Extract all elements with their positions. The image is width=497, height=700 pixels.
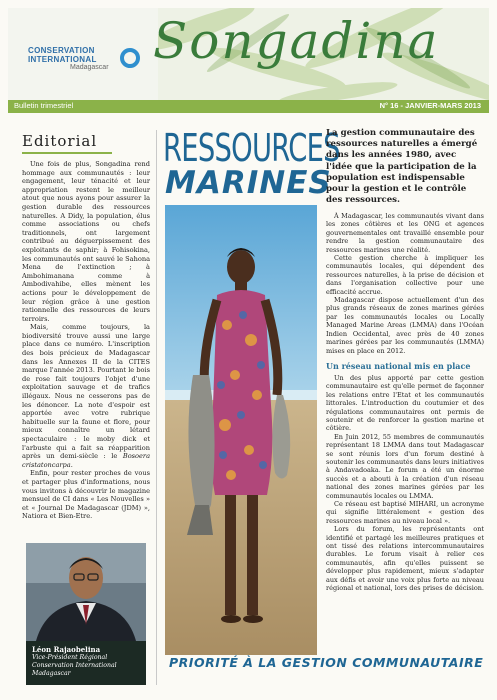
feature-heading-line1: RESSOURCES [163, 126, 340, 170]
feature-paragraph: Ce réseau est baptisé MIHARI, un acronyme qui signifie littéralement « gestion des ressources marines au niveau local ». [326, 500, 484, 525]
footer-banner: PRIORITÉ À LA GESTION COMMUNAUTAIRE [169, 655, 484, 670]
newsletter-title: Songadina [153, 12, 440, 70]
editorial-title: Editorial [22, 132, 112, 154]
logo-line3: Madagascar [70, 64, 109, 71]
author-portrait [26, 543, 146, 641]
feature-photo-fisherwoman [165, 205, 317, 655]
author-role-2: Conservation International Madagascar [32, 662, 117, 677]
feature-body [326, 212, 484, 592]
feature-heading-line2: MARINES [165, 165, 332, 201]
feature-paragraph: En Juin 2012, 55 membres de communautés représentant 18 LMMA dans tout Madagascar se sont réunis lors d'un forum destiné à soutenir les communautés dans leurs initiatives à Andavadoaka. Le forum a été un énorme succès et a abouti à la création d'un réseau national des zones marines gérées par les communautés locales ou LMMA. [326, 432, 484, 500]
logo-line1: CONSERVATION [28, 46, 95, 55]
feature-paragraph: Lors du forum, les représentants ont identifié et partagé les meilleures pratiques et ont tissé des relations intercommunautaires durables. Le forum visait à relier ces communautés, afin qu'elles puissent se développer plus rapidement, mieux s'adapter aux défis et avoir une voix plus forte au niveau régional et national, lors des prises de décision. [326, 525, 484, 593]
column-divider [156, 130, 157, 685]
editorial-paragraph [22, 323, 150, 469]
editorial-text [22, 160, 150, 521]
editorial-column [22, 132, 150, 521]
logo-ring-icon [120, 48, 140, 68]
bulletin-label: Bulletin trimestriel [14, 101, 74, 110]
editorial-paragraph: Enfin, pour rester proches de vous et partager plus d'informations, nous vous invitons à découvrir le magazine mensuel de CI dans « Les Nouvelles » et « Journal De Madagascar (JDM) », Natiora et Bien-Etre. [22, 469, 150, 521]
feature-lead: La gestion communautaire des ressources naturelles a émergé dans les années 1980, avec l'idée que la participation de la population est indispensable pour la gestion et le contrôle des ressources. [326, 128, 478, 206]
author-name: Léon Rajaobelina [32, 645, 101, 654]
editorial-paragraph: Une fois de plus, Songadina rend hommage aux communautés : leur engagement, leur ténacité et leur appropriation restent le meilleur atout que nous ayons pour assurer la gestion durable des ressources naturelles. A Didy, la population, élus comme associations ou chefs traditionnels, ont largement contribué au déguerpissement des exploitants de saphir; à Fohisokina, les communautés ont sauvé le Sahona Mena de l'extinction ; à Ambohimanana comme à Ambodivahibe, elles mènent les actions pour le développement de leur région grâce à une gestion rationnelle des ressources de leurs terroirs. [22, 160, 150, 323]
feature-paragraph: À Madagascar, les communautés vivant dans les zones côtières et les ONG et agences gouvernementales ont travaillé ensemble pour rendre la gestion communautaire des ressources marines une réalité. [326, 212, 484, 254]
issue-number: N° 16 - JANVIER-MARS 2013 [379, 101, 481, 110]
author-caption [26, 641, 146, 685]
feature-subheading: Un réseau national mis en place [326, 360, 471, 371]
feature-paragraph: Un des plus apporté par cette gestion communautaire est qu'elle permet de façonner les relations entre l'Etat et les communautés littorales. L'introduction du coutumier et des régulations communautaires ont permis de soutenir et de renforcer la gestion marine et côtière. [326, 373, 484, 433]
masthead [8, 8, 489, 108]
editorial-paragraph-text: Mais, comme toujours, la biodiversité trouve aussi une large place dans ce numéro. L'inscription des bois précieux de Madagascar dans les Annexes II de la CITES marque l'année 2013. Pourtant le bois de rose fait toujours l'objet d'une exploitation sauvage et de trafics illégaux. Nous ne cesserons pas de les dénoncer. La note d'espoir est apportée avec votre rubrique habituelle sur la faune et flore, pour mieux connaître un létard spectaculaire : le moby dick et l'arbuste qui a fait sa réapparition après un demi-siècle : le [22, 323, 150, 461]
logo-line2: INTERNATIONAL [28, 55, 97, 64]
issue-bar [8, 100, 489, 113]
conservation-international-logo [28, 46, 148, 96]
feature-paragraph: Cette gestion cherche à impliquer les communautés locales, qui dépendent des ressources naturelles, à la prise de décision et dans l'organisation collective pour une efficacité accrue. [326, 254, 484, 296]
feature-paragraph: Madagascar dispose actuellement d'un des plus grands réseaux de zones marines gérées par les communautés locales ou Locally Managed Marine Areas (LMMA) dans l'Océan Indien Occidental, avec près de 40 zones marines gérées par les communautés (LMMA) mises en place en 2012. [326, 296, 484, 355]
species-name: Bosoera cristatoncarpa. [22, 452, 150, 469]
author-role-1: Vice-Président Régional [32, 654, 108, 661]
